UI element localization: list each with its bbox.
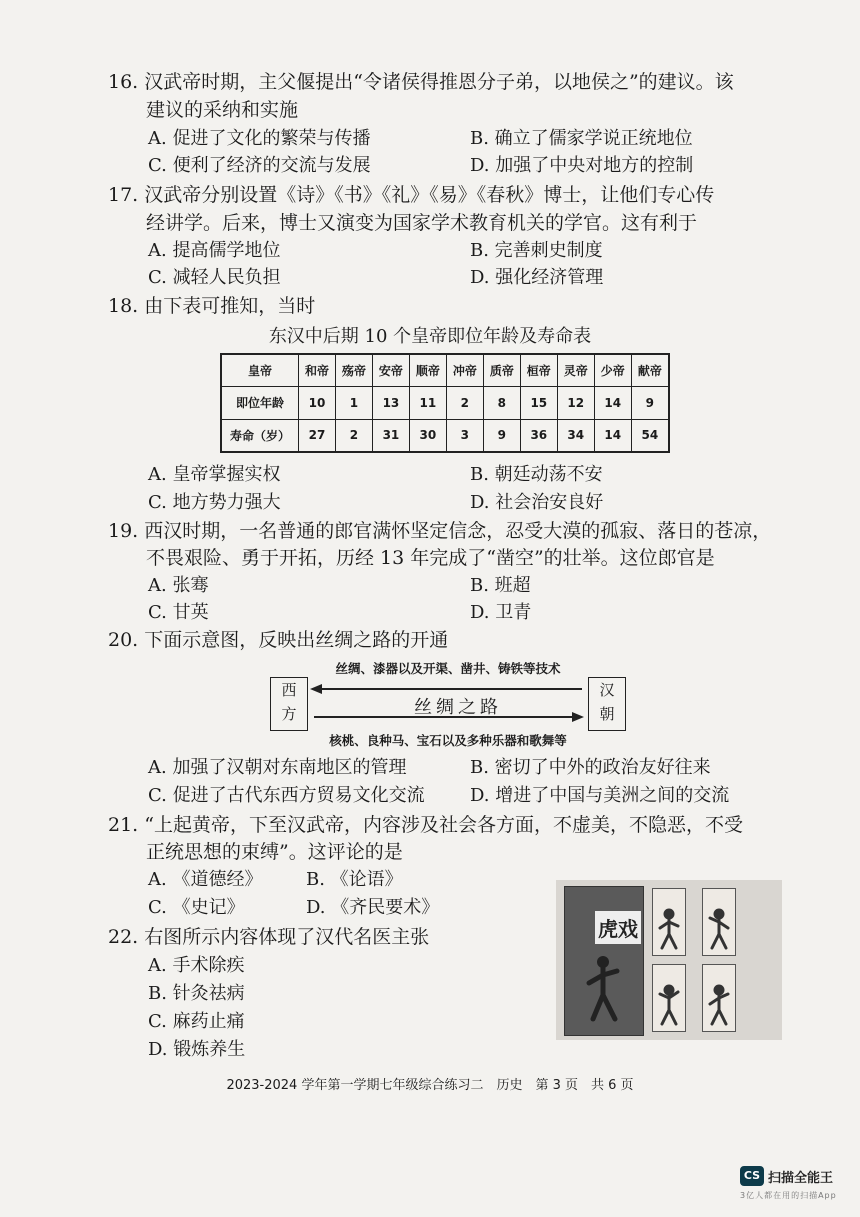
table-cell: 10	[299, 387, 336, 419]
question-20-line-1: 20. 下面示意图，反映出丝绸之路的开通	[108, 629, 449, 651]
q21-option-b: B. 《论语》	[306, 869, 403, 890]
q18-option-d: D. 社会治安良好	[470, 492, 604, 513]
table-cell: 1	[335, 387, 372, 419]
table-cell: 31	[372, 419, 409, 452]
q22-option-d: D. 锻炼养生	[148, 1039, 246, 1060]
table-cell: 36	[520, 419, 557, 452]
table-cell: 冲帝	[446, 354, 483, 387]
table-cell: 3	[446, 419, 483, 452]
q22-option-c: C. 麻药止痛	[148, 1011, 245, 1032]
table-cell: 14	[594, 419, 631, 452]
table-header-row	[221, 354, 669, 387]
eastward-arrowhead	[572, 712, 584, 722]
wuqinxi-poster-image	[556, 880, 782, 1040]
question-21-line-2: 正统思想的束缚”。这评论的是	[146, 841, 403, 863]
table-cell: 安帝	[372, 354, 409, 387]
q22-option-b: B. 针灸祛病	[148, 983, 245, 1004]
exercise-figures-icon	[652, 888, 736, 1032]
table-caption: 东汉中后期 10 个皇帝即位年龄及寿命表	[268, 326, 592, 347]
table-cell: 和帝	[299, 354, 336, 387]
table-cell: 质帝	[483, 354, 520, 387]
q16-option-c: C. 便利了经济的交流与发展	[148, 155, 371, 176]
table-cell: 9	[483, 419, 520, 452]
q18-option-c: C. 地方势力强大	[148, 492, 281, 513]
q19-option-a: A. 张骞	[148, 575, 209, 596]
west-char-1: 西	[281, 681, 297, 699]
question-16-line-1: 16. 汉武帝时期，主父偃提出“令诸侯得推恩分子弟，以地侯之”的建议。该	[108, 71, 734, 93]
question-18-line-1: 18. 由下表可推知，当时	[108, 295, 316, 317]
poster-title: 虎戏	[595, 911, 641, 944]
table-cell: 11	[409, 387, 446, 419]
q16-option-d: D. 加强了中央对地方的控制	[470, 155, 694, 176]
q22-option-a: A. 手术除疾	[148, 955, 245, 976]
q19-option-c: C. 甘英	[148, 602, 209, 623]
q20-option-c: C. 促进了古代东西方贸易文化交流	[148, 785, 425, 806]
q21-option-d: D. 《齐民要术》	[306, 897, 440, 918]
q19-option-d: D. 卫青	[470, 602, 532, 623]
table-cell: 2	[335, 419, 372, 452]
scanner-watermark	[740, 1166, 850, 1206]
question-19-line-1: 19. 西汉时期，一名普通的郎官满怀坚定信念，忍受大漠的孤寂、落日的苍凉，	[108, 520, 772, 542]
q17-option-b: B. 完善刺史制度	[470, 240, 603, 261]
table-cell: 14	[594, 387, 631, 419]
table-cell: 8	[483, 387, 520, 419]
table-row-label: 寿命（岁）	[221, 419, 299, 452]
han-char-2: 朝	[599, 705, 615, 723]
silk-road-diagram	[268, 655, 628, 755]
main-poster	[564, 886, 644, 1036]
table-cell: 9	[631, 387, 669, 419]
table-header-label: 皇帝	[221, 354, 299, 387]
table-cell: 少帝	[594, 354, 631, 387]
q20-option-b: B. 密切了中外的政治友好往来	[470, 757, 711, 778]
table-cell: 灵帝	[557, 354, 594, 387]
question-19-line-2: 不畏艰险、勇于开拓，历经 13 年完成了“凿空”的壮举。这位郎官是	[146, 547, 715, 569]
table-cell: 殇帝	[335, 354, 372, 387]
table-cell: 13	[372, 387, 409, 419]
diagram-top-text: 丝绸、漆器以及开渠、凿井、铸铁等技术	[335, 661, 561, 676]
table-cell: 27	[299, 419, 336, 452]
question-17-line-1: 17. 汉武帝分别设置《诗》《书》《礼》《易》《春秋》博士，让他们专心传	[108, 184, 715, 206]
watermark-tagline: 3亿人都在用的扫描App	[740, 1191, 837, 1200]
table-cell: 2	[446, 387, 483, 419]
question-22-line-1: 22. 右图所示内容体现了汉代名医主张	[108, 926, 430, 948]
q21-option-a: A. 《道德经》	[148, 869, 263, 890]
q16-option-b: B. 确立了儒家学说正统地位	[470, 128, 693, 149]
emperor-table	[220, 353, 670, 453]
q21-option-c: C. 《史记》	[148, 897, 245, 918]
martial-figure-icon	[583, 953, 623, 1023]
table-cell: 54	[631, 419, 669, 452]
question-17-line-2: 经讲学。后来，博士又演变为国家学术教育机关的学官。这有利于	[146, 212, 698, 234]
table-row-label: 即位年龄	[221, 387, 299, 419]
table-cell: 桓帝	[520, 354, 557, 387]
q17-option-c: C. 减轻人民负担	[148, 267, 281, 288]
table-cell: 15	[520, 387, 557, 419]
camscanner-logo-icon: CS	[740, 1166, 764, 1186]
silk-road-label: 丝绸之路	[414, 697, 502, 718]
question-16-line-2: 建议的采纳和实施	[146, 99, 299, 121]
q18-option-b: B. 朝廷动荡不安	[470, 464, 603, 485]
table-row	[221, 387, 669, 419]
page-footer: 2023-2024 学年第一学期七年级综合练习二 历史 第 3 页 共 6 页	[226, 1078, 634, 1093]
west-char-2: 方	[281, 705, 297, 723]
q17-option-a: A. 提高儒学地位	[148, 240, 281, 261]
westward-arrowhead	[310, 684, 322, 694]
han-char-1: 汉	[599, 681, 615, 699]
q17-option-d: D. 强化经济管理	[470, 267, 604, 288]
watermark-app-name: 扫描全能王	[768, 1171, 834, 1186]
table-cell: 顺帝	[409, 354, 446, 387]
table-cell: 献帝	[631, 354, 669, 387]
q16-option-a: A. 促进了文化的繁荣与传播	[148, 128, 371, 149]
q18-option-a: A. 皇帝掌握实权	[148, 464, 281, 485]
table-cell: 34	[557, 419, 594, 452]
question-21-line-1: 21. “上起黄帝，下至汉武帝，内容涉及社会各方面，不虚美，不隐恶，不受	[108, 814, 743, 836]
diagram-bottom-text: 核桃、良种马、宝石以及多种乐器和歌舞等	[329, 733, 567, 748]
q20-option-a: A. 加强了汉朝对东南地区的管理	[148, 757, 407, 778]
table-cell: 30	[409, 419, 446, 452]
q19-option-b: B. 班超	[470, 575, 531, 596]
q20-option-d: D. 增进了中国与美洲之间的交流	[470, 785, 730, 806]
table-cell: 12	[557, 387, 594, 419]
table-row	[221, 419, 669, 452]
